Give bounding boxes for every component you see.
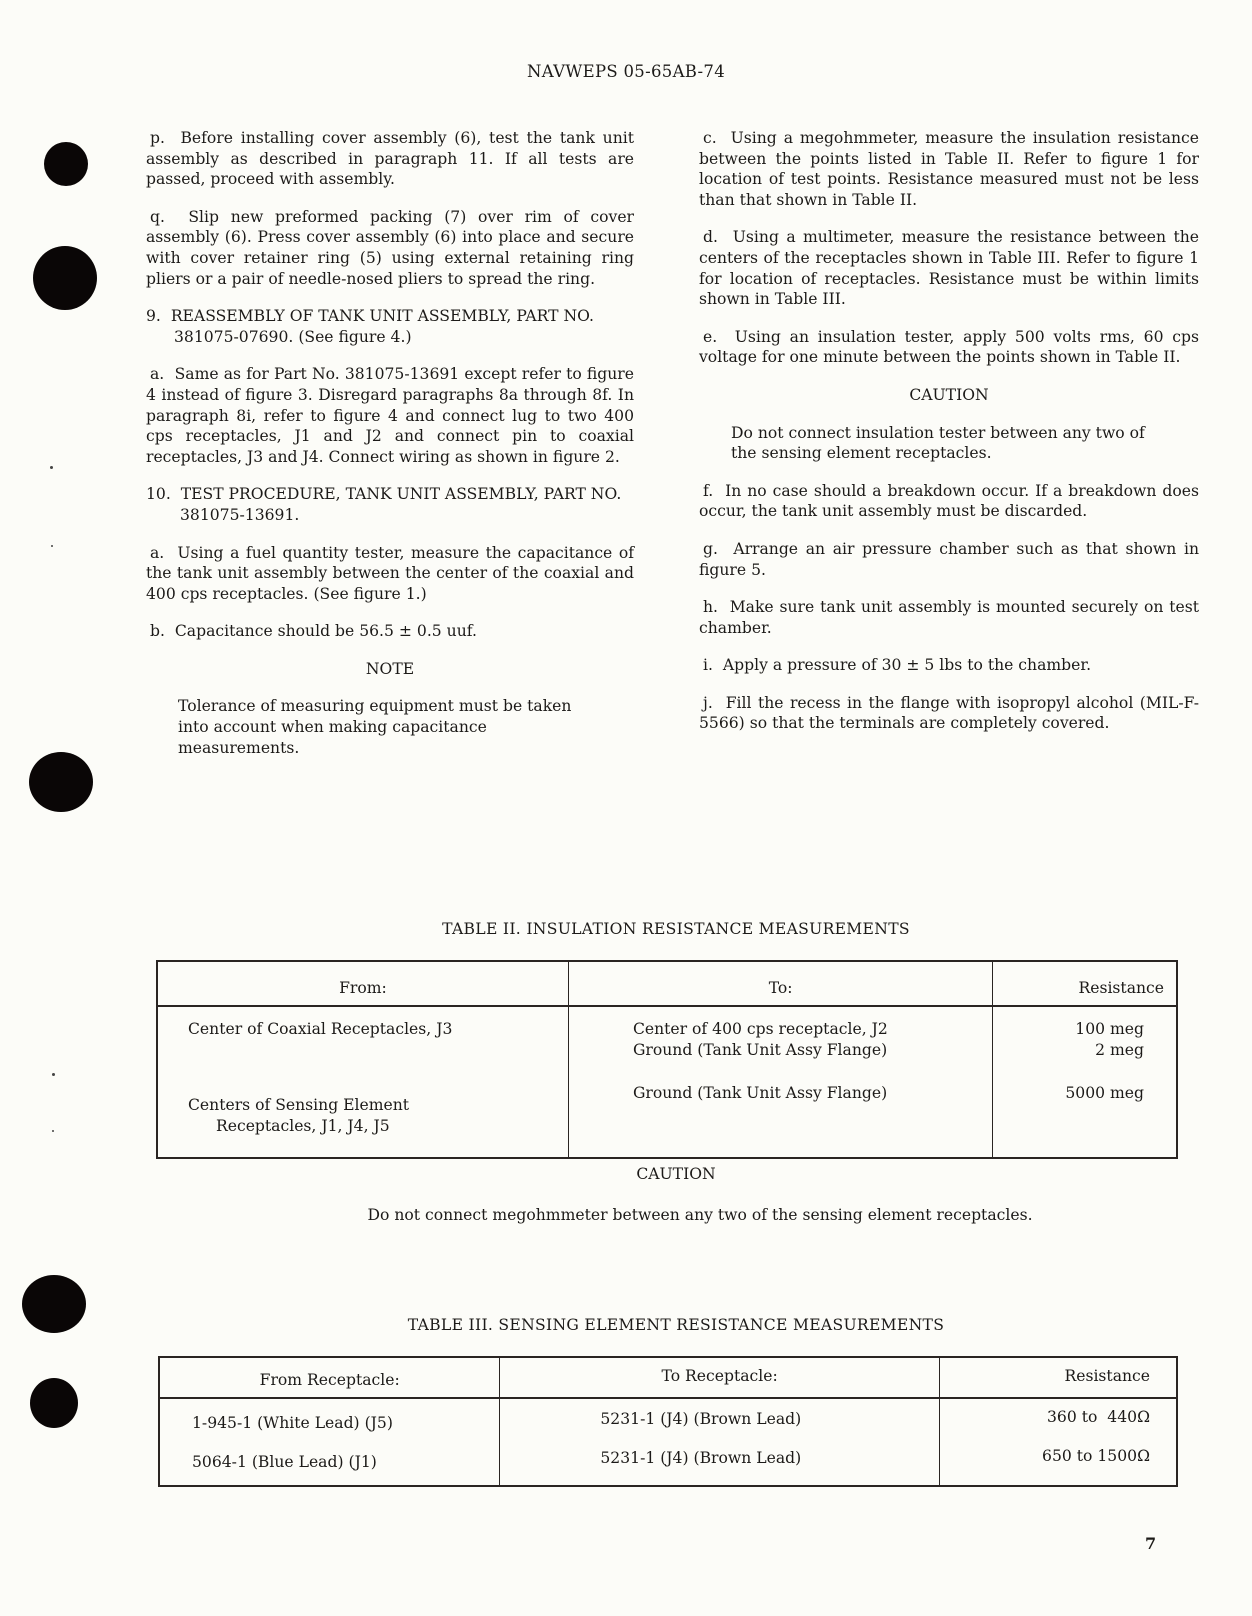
binder-hole (29, 752, 93, 812)
table-cell: 1-945-1 (White Lead) (J5) (159, 1398, 500, 1440)
paragraph-i: i. Apply a pressure of 30 ± 5 lbs to the chamber. (703, 656, 1092, 675)
table-2-title: TABLE II. INSULATION RESISTANCE MEASUREMENTS (442, 920, 910, 938)
note-text: Tolerance of measuring equipment must be taken into account when making capacitance measurements. (178, 697, 572, 757)
document-number-header: NAVWEPS 05-65AB-74 (527, 62, 725, 81)
table-cell: 100 meg 2 meg (993, 1006, 1177, 1075)
paragraph-10b: b. Capacitance should be 56.5 ± 0.5 uuf. (150, 622, 477, 641)
paragraph-p: p. Before installing cover assembly (6), test the tank unit assembly as described in paragraph 11. If all tests are passed, proceed with assembly. (146, 129, 634, 189)
binder-hole (44, 142, 88, 186)
table-row (159, 1440, 1177, 1486)
paragraph-d: d. Using a multimeter, measure the resistance between the centers of the receptacles shown in Table III. Refer to figure 1 for location of receptacles. Resistance must be within limits shown in Table III. (699, 228, 1199, 309)
table-row (157, 1075, 1177, 1158)
table-cell: Ground (Tank Unit Assy Flange) (568, 1075, 992, 1158)
table-cell: 5064-1 (Blue Lead) (J1) (159, 1440, 500, 1486)
column-header: To Receptacle: (500, 1357, 939, 1398)
column-header: From Receptacle: (159, 1357, 500, 1398)
caution-text: Do not connect insulation tester between any two of the sensing element receptacles. (731, 423, 1145, 463)
table-2 (156, 960, 1178, 1159)
table-header-row (159, 1357, 1177, 1398)
column-header: To: (568, 961, 992, 1006)
table-3-title: TABLE III. SENSING ELEMENT RESISTANCE MEASUREMENTS (407, 1316, 945, 1334)
paragraph-f: f. In no case should a breakdown occur. If a breakdown does occur, the tank unit assembly must be discarded. (699, 481, 1199, 521)
scan-speck (52, 1130, 54, 1132)
table-cell: Centers of Sensing Element Receptacles, J1, J4, J5 (157, 1075, 568, 1158)
caution-label: CAUTION (909, 385, 989, 404)
table-cell: Center of Coaxial Receptacles, J3 (157, 1006, 568, 1075)
right-column (699, 128, 1199, 751)
page-number: 7 (1145, 1534, 1157, 1553)
paragraph-j: j. Fill the recess in the flange with isopropyl alcohol (MIL-F-5566) so that the terminals are completely covered. (699, 693, 1199, 733)
table-row (159, 1398, 1177, 1440)
caution-text-2: Do not connect megohmmeter between any two of the sensing element receptacles. (367, 1206, 1033, 1224)
scan-speck (51, 545, 53, 547)
paragraph-c: c. Using a megohmmeter, measure the insulation resistance between the points listed in Table II. Refer to figure 1 for location of test points. Resistance measured must not be less than that shown in Table II. (699, 129, 1199, 209)
table-header-row (157, 961, 1177, 1006)
binder-hole (30, 1378, 78, 1428)
column-header: From: (157, 961, 568, 1006)
table-cell: 360 to 440Ω (939, 1398, 1177, 1440)
table-cell: Center of 400 cps receptacle, J2 Ground (Tank Unit Assy Flange) (568, 1006, 992, 1075)
paragraph-9a: a. Same as for Part No. 381075-13691 except refer to figure 4 instead of figure 3. Disregard paragraphs 8a through 8f. In paragraph 8i, refer to figure 4 and connect lug to two 400 cps receptacles, J1 and J2 and connect pin to coaxial receptacles, J3 and J4. Connect wiring as shown in figure 2. (146, 365, 634, 466)
column-header: Resistance (993, 961, 1177, 1006)
section-9-heading: 9. REASSEMBLY OF TANK UNIT ASSEMBLY, PART NO. 381075-07690. (See figure 4.) (146, 307, 594, 346)
paragraph-10a: a. Using a fuel quantity tester, measure the capacitance of the tank unit assembly between the center of the coaxial and 400 cps receptacles. (See figure 1.) (146, 543, 634, 603)
scan-speck (50, 466, 53, 469)
section-10-heading: 10. TEST PROCEDURE, TANK UNIT ASSEMBLY, PART NO. 381075-13691. (146, 485, 622, 524)
table-cell: 5000 meg (993, 1075, 1177, 1158)
note-label: NOTE (365, 659, 415, 678)
table-cell: 5231-1 (J4) (Brown Lead) (500, 1398, 939, 1440)
paragraph-e: e. Using an insulation tester, apply 500 volts rms, 60 cps voltage for one minute between the points shown in Table II. (699, 327, 1199, 367)
table-row (157, 1006, 1177, 1075)
paragraph-h: h. Make sure tank unit assembly is mounted securely on test chamber. (699, 598, 1199, 637)
paragraph-q: q. Slip new preformed packing (7) over rim of cover assembly (6). Press cover assembly (6) into place and secure with cover retainer ring (5) using external retaining ring pliers or a pair of needle-nosed pliers to spread the ring. (146, 207, 634, 288)
column-header: Resistance (939, 1357, 1177, 1398)
table-cell: 650 to 1500Ω (939, 1440, 1177, 1486)
table-3 (158, 1356, 1178, 1487)
binder-hole (33, 246, 97, 310)
paragraph-g: g. Arrange an air pressure chamber such as that shown in figure 5. (699, 539, 1199, 579)
left-column (146, 128, 634, 775)
scan-speck (52, 1073, 55, 1076)
caution-label-2: CAUTION (636, 1165, 716, 1183)
table-cell: 5231-1 (J4) (Brown Lead) (500, 1440, 939, 1486)
